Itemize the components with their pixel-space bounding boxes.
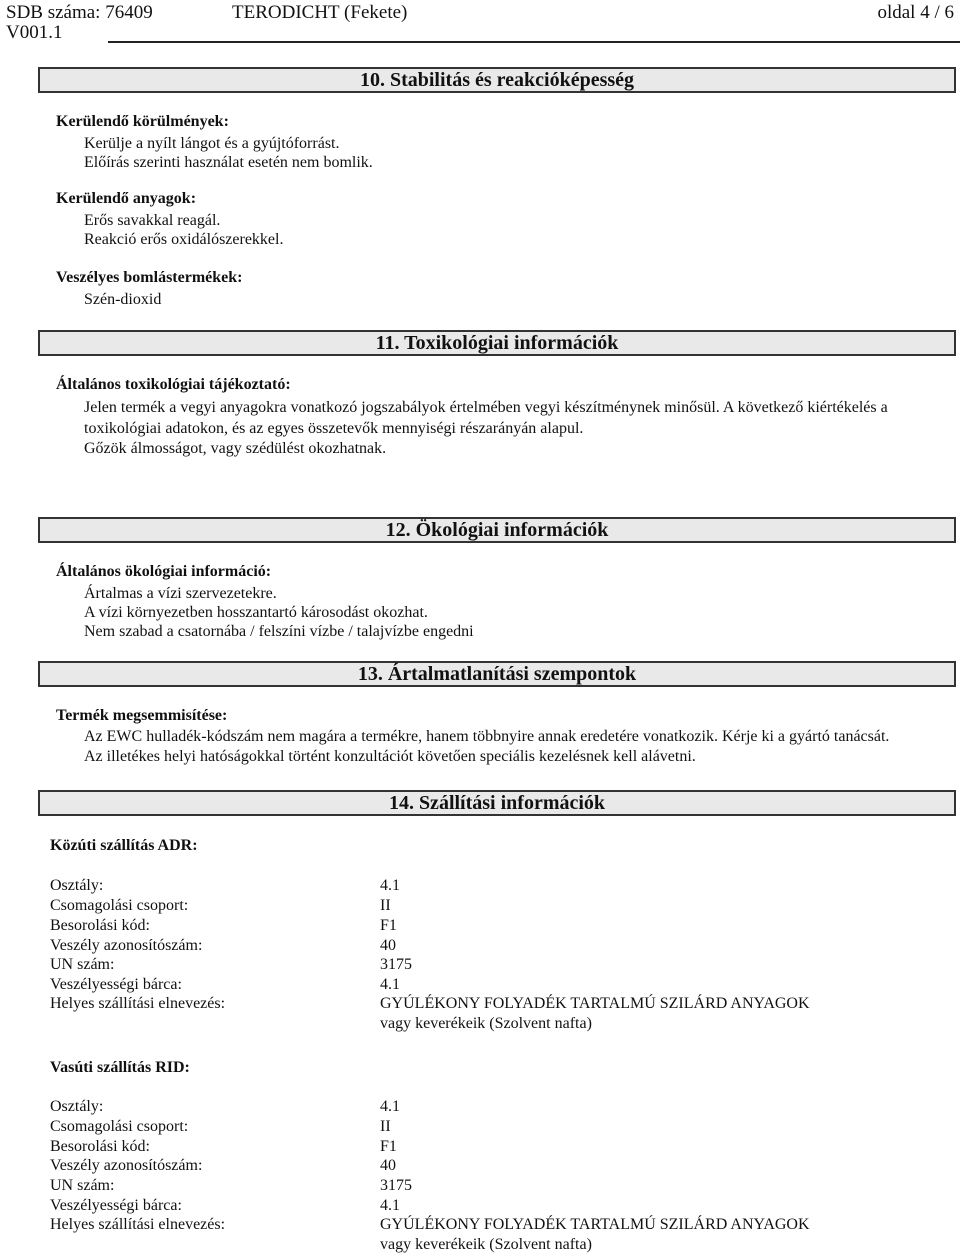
section-11-title: 11. Toxikológiai információk	[38, 330, 956, 356]
adr-key: Helyes szállítási elnevezés:	[50, 995, 226, 1012]
rid-key: Csomagolási csoport:	[50, 1118, 189, 1135]
rid-key: Helyes szállítási elnevezés:	[50, 1216, 226, 1233]
rid-value: II	[380, 1118, 391, 1135]
decomposition-product: Szén-dioxid	[84, 291, 162, 308]
avoid-condition-line: Kerülje a nyílt lángot és a gyújtóforrást.	[84, 135, 340, 152]
rid-label: Vasúti szállítás RID:	[50, 1059, 190, 1076]
avoid-conditions-label: Kerülendő körülmények:	[56, 113, 229, 130]
eco-label: Általános ökológiai információ:	[56, 563, 272, 580]
rid-key: Besorolási kód:	[50, 1138, 150, 1155]
rid-key: UN szám:	[50, 1177, 115, 1194]
product-name: TERODICHT (Fekete)	[232, 2, 408, 23]
eco-line: Nem szabad a csatornába / felszíni vízbe / talajvízbe engedni	[84, 623, 474, 640]
adr-key: UN szám:	[50, 956, 115, 973]
decomposition-label: Veszélyes bomlástermékek:	[56, 269, 243, 286]
avoid-material-line: Erős savakkal reagál.	[84, 212, 221, 229]
tox-line: Gőzök álmosságot, vagy szédülést okozhatnak.	[84, 440, 387, 457]
rid-key: Veszélyességi bárca:	[50, 1197, 182, 1214]
rid-value: 3175	[380, 1177, 412, 1194]
sdb-number: SDB száma: 76409	[6, 2, 153, 23]
disposal-line: Az EWC hulladék-kódszám nem magára a termékre, hanem többnyire annak eredetére vonatkozik. Kérje ki a gyártó tanácsát.	[84, 728, 890, 745]
adr-key: Veszélyességi bárca:	[50, 976, 182, 993]
rid-key: Osztály:	[50, 1098, 104, 1115]
adr-value-cont: vagy keverékeik (Szolvent nafta)	[380, 1015, 592, 1032]
page-number: oldal 4 / 6	[877, 2, 954, 23]
rid-key: Veszély azonosítószám:	[50, 1157, 203, 1174]
eco-line: A vízi környezetben hosszantartó károsodást okozhat.	[84, 604, 428, 621]
section-14-title: 14. Szállítási információk	[38, 790, 956, 816]
adr-value: 3175	[380, 956, 412, 973]
avoid-condition-line: Előírás szerinti használat esetén nem bomlik.	[84, 154, 373, 171]
adr-key: Csomagolási csoport:	[50, 897, 189, 914]
rid-value: 4.1	[380, 1197, 400, 1214]
header-rule	[108, 41, 960, 43]
adr-key: Besorolási kód:	[50, 917, 150, 934]
rid-value: 40	[380, 1157, 396, 1174]
tox-line: toxikológiai adatokon, és az egyes összetevők mennyiségi részarányán alapul.	[84, 420, 584, 437]
adr-value: 40	[380, 937, 396, 954]
section-12-title: 12. Ökológiai információk	[38, 517, 956, 543]
disposal-line: Az illetékes helyi hatóságokkal történt konzultációt követően speciális kezelésnek kell alávetni.	[84, 748, 696, 765]
tox-line: Jelen termék a vegyi anyagokra vonatkozó jogszabályok értelmében vegyi készítménynek minősül. A következő kiértékelés a	[84, 399, 888, 416]
version: V001.1	[6, 22, 63, 43]
rid-value: F1	[380, 1138, 397, 1155]
adr-value: II	[380, 897, 391, 914]
disposal-label: Termék megsemmisítése:	[56, 707, 228, 724]
adr-value: 4.1	[380, 877, 400, 894]
adr-key: Veszély azonosítószám:	[50, 937, 203, 954]
eco-line: Ártalmas a vízi szervezetekre.	[84, 585, 277, 602]
section-10-title: 10. Stabilitás és reakcióképesség	[38, 67, 956, 93]
adr-value: 4.1	[380, 976, 400, 993]
adr-label: Közúti szállítás ADR:	[50, 837, 198, 854]
avoid-material-line: Reakció erős oxidálószerekkel.	[84, 231, 284, 248]
section-13-title: 13. Ártalmatlanítási szempontok	[38, 661, 956, 687]
tox-label: Általános toxikológiai tájékoztató:	[56, 376, 291, 393]
avoid-materials-label: Kerülendő anyagok:	[56, 190, 197, 207]
adr-value: GYÚLÉKONY FOLYADÉK TARTALMÚ SZILÁRD ANYAGOK	[380, 995, 810, 1012]
rid-value: 4.1	[380, 1098, 400, 1115]
rid-value: GYÚLÉKONY FOLYADÉK TARTALMÚ SZILÁRD ANYAGOK	[380, 1216, 810, 1233]
rid-value-cont: vagy keverékeik (Szolvent nafta)	[380, 1236, 592, 1253]
adr-key: Osztály:	[50, 877, 104, 894]
adr-value: F1	[380, 917, 397, 934]
